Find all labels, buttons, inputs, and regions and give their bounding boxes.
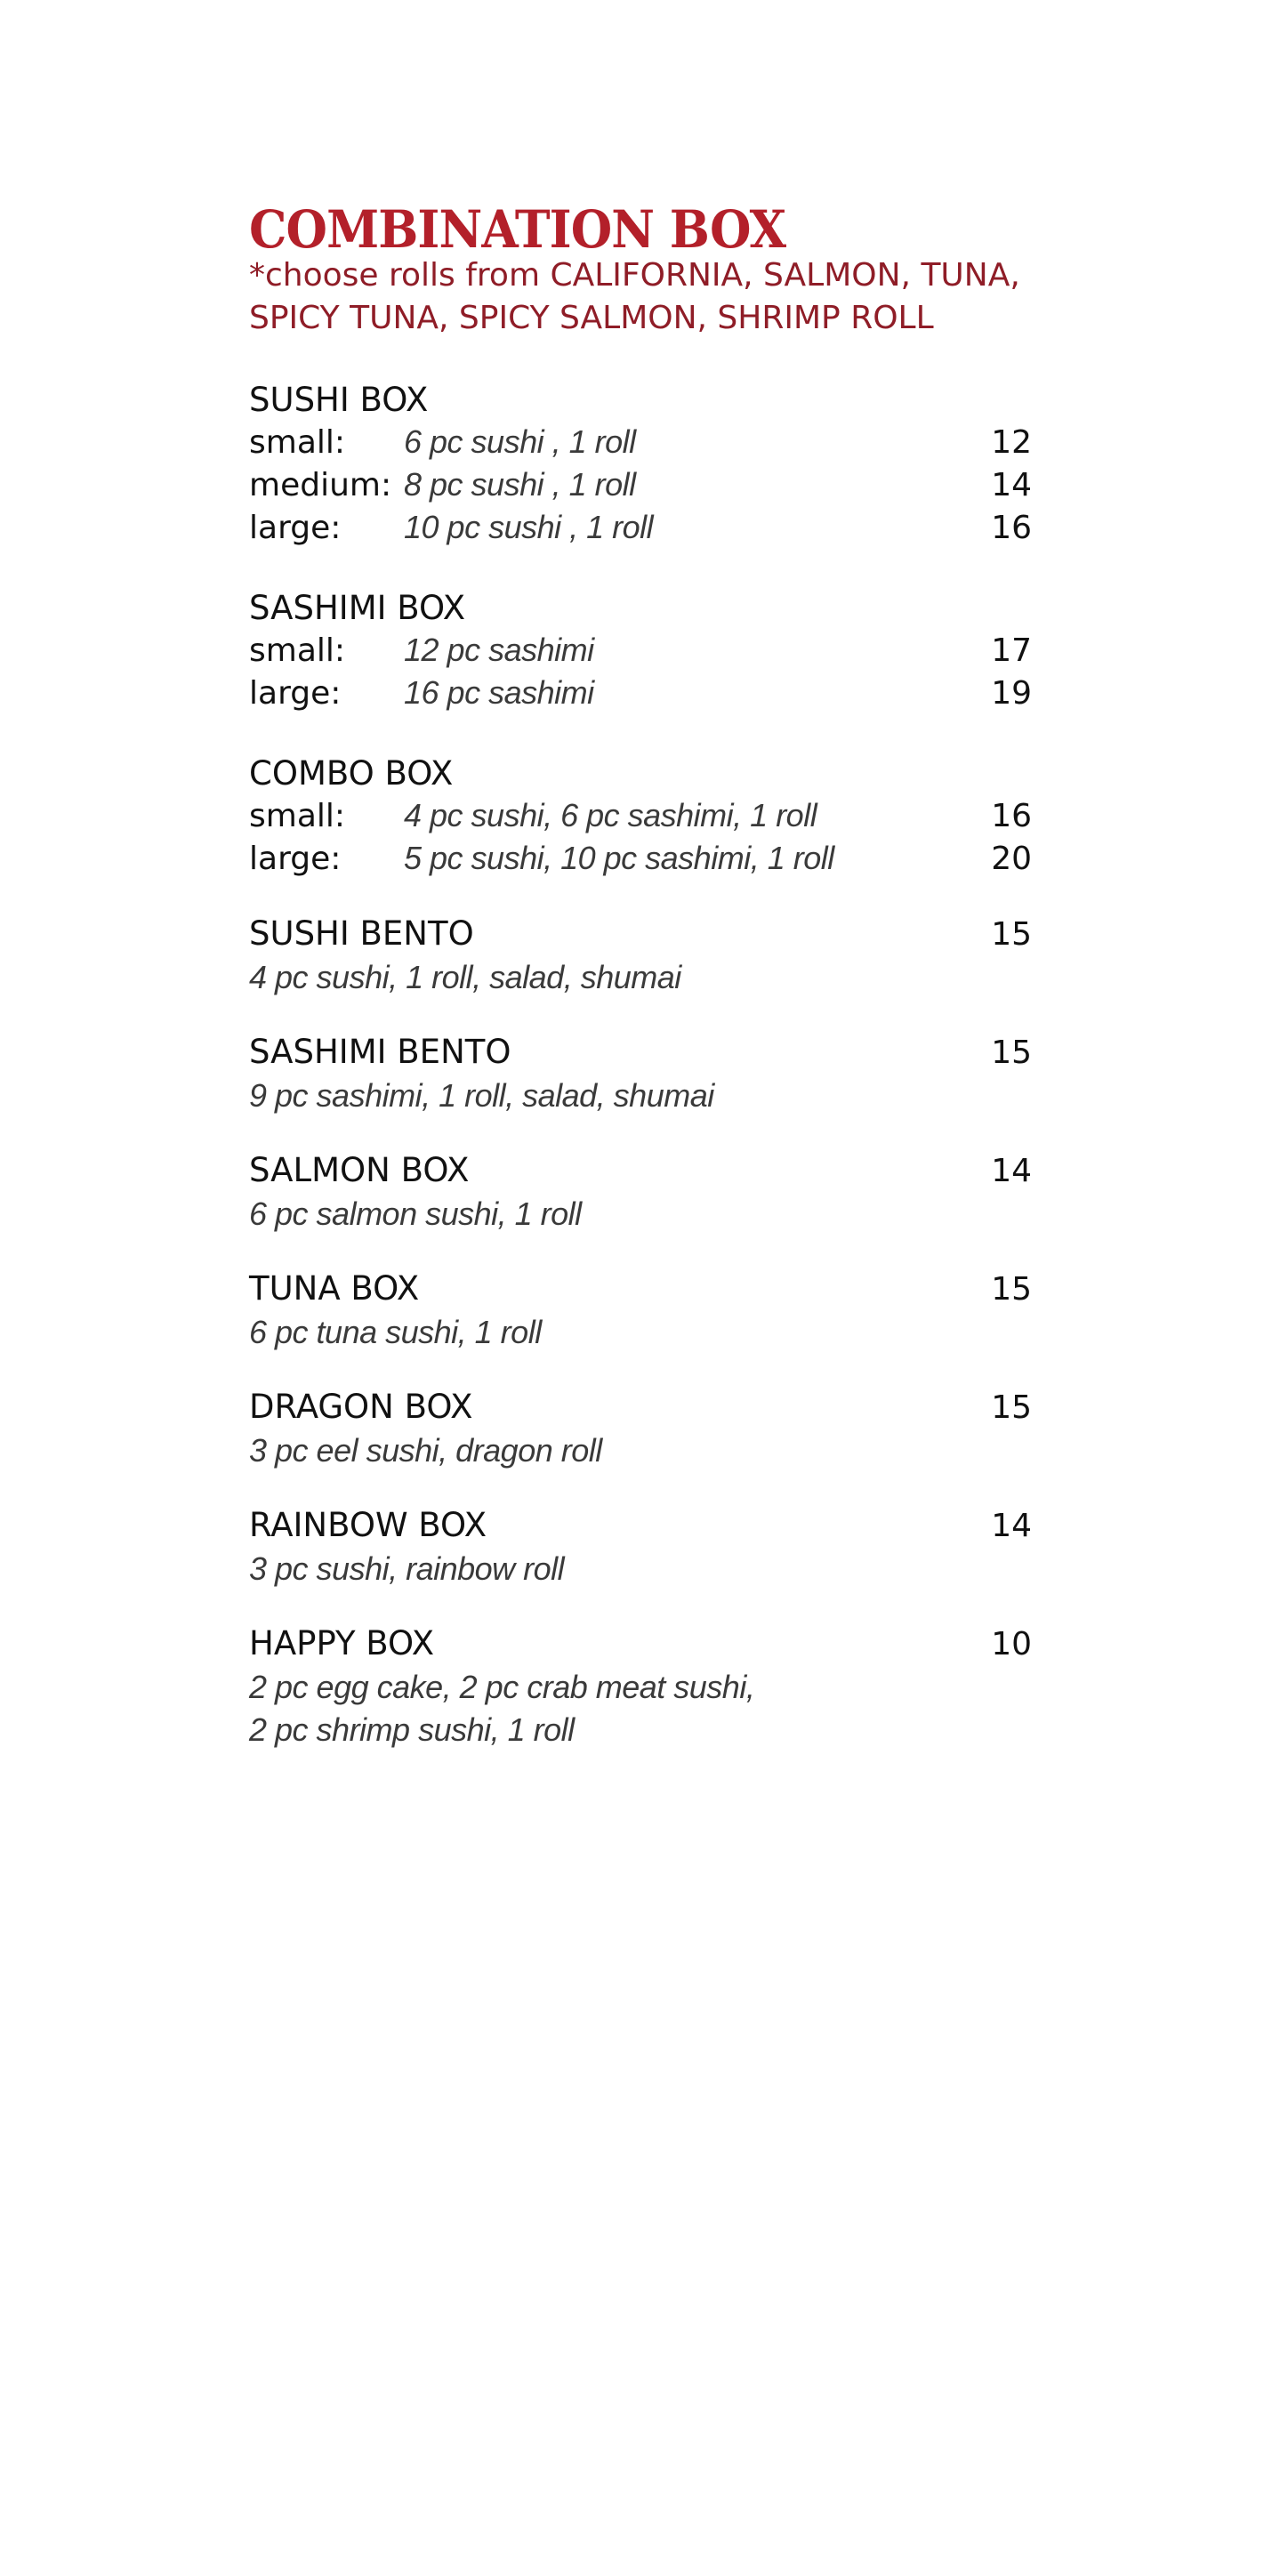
menu-title: COMBINATION BOX xyxy=(249,199,786,260)
section-name: SUSHI BOX xyxy=(249,381,429,419)
option-price: 12 xyxy=(991,424,1032,461)
option-description: 10 pc sushi , 1 roll xyxy=(404,509,654,545)
option-row xyxy=(249,838,1032,881)
option-price: 20 xyxy=(991,841,1032,877)
menu-subtitle xyxy=(249,254,1032,340)
sushi-bento-section xyxy=(249,913,1032,999)
section-price: 15 xyxy=(991,1271,1032,1308)
option-size: large: xyxy=(249,841,342,877)
option-size: small: xyxy=(249,424,346,461)
section-description: 6 pc salmon sushi, 1 roll xyxy=(249,1195,582,1232)
section-name: COMBO BOX xyxy=(249,754,454,793)
section-price: 15 xyxy=(991,1034,1032,1071)
section-name: SALMON BOX xyxy=(249,1151,470,1189)
option-size: small: xyxy=(249,798,346,834)
dragon-box-section xyxy=(249,1386,1032,1472)
section-description: 9 pc sashimi, 1 roll, salad, shumai xyxy=(249,1077,714,1114)
sashimi-box-section xyxy=(249,587,1032,715)
section-name: TUNA BOX xyxy=(249,1269,420,1308)
option-description: 8 pc sushi , 1 roll xyxy=(404,466,636,503)
subtitle-line-1: *choose rolls from CALIFORNIA, SALMON, TUNA, xyxy=(249,257,1020,294)
option-size: small: xyxy=(249,632,346,669)
option-description: 12 pc sashimi xyxy=(404,632,594,668)
section-price: 15 xyxy=(991,916,1032,953)
option-price: 17 xyxy=(991,632,1032,669)
option-row xyxy=(249,507,1032,550)
section-name: SUSHI BENTO xyxy=(249,914,474,953)
option-price: 19 xyxy=(991,675,1032,712)
section-price: 15 xyxy=(991,1389,1032,1426)
sushi-box-section xyxy=(249,379,1032,550)
section-price: 14 xyxy=(991,1153,1032,1189)
rainbow-box-section xyxy=(249,1504,1032,1590)
option-row xyxy=(249,672,1032,715)
section-price: 10 xyxy=(991,1626,1032,1662)
option-size: large: xyxy=(249,675,342,712)
happy-box-section xyxy=(249,1622,1032,1751)
subtitle-line-2: SPICY TUNA, SPICY SALMON, SHRIMP ROLL xyxy=(249,300,934,336)
section-price: 14 xyxy=(991,1508,1032,1544)
combination-box-menu xyxy=(249,201,1032,1751)
option-size: medium: xyxy=(249,467,392,503)
option-size: large: xyxy=(249,510,342,546)
section-name: SASHIMI BOX xyxy=(249,589,466,627)
section-name: DRAGON BOX xyxy=(249,1388,473,1426)
option-description: 16 pc sashimi xyxy=(404,674,594,711)
salmon-box-section xyxy=(249,1149,1032,1236)
option-description: 4 pc sushi, 6 pc sashimi, 1 roll xyxy=(404,797,817,833)
section-description: 3 pc sushi, rainbow roll xyxy=(249,1550,565,1587)
section-name: RAINBOW BOX xyxy=(249,1506,487,1544)
option-description: 6 pc sushi , 1 roll xyxy=(404,423,636,460)
option-price: 16 xyxy=(991,510,1032,546)
combo-box-section xyxy=(249,753,1032,881)
section-description: 4 pc sushi, 1 roll, salad, shumai xyxy=(249,959,681,995)
option-price: 16 xyxy=(991,798,1032,834)
sashimi-bento-section xyxy=(249,1031,1032,1117)
option-row xyxy=(249,464,1032,507)
section-description: 2 pc shrimp sushi, 1 roll xyxy=(249,1711,575,1748)
section-description: 6 pc tuna sushi, 1 roll xyxy=(249,1314,542,1350)
section-name: SASHIMI BENTO xyxy=(249,1033,511,1071)
option-description: 5 pc sushi, 10 pc sashimi, 1 roll xyxy=(404,840,834,876)
section-description: 2 pc egg cake, 2 pc crab meat sushi, xyxy=(249,1669,755,1705)
section-description: 3 pc eel sushi, dragon roll xyxy=(249,1432,602,1469)
option-row xyxy=(249,630,1032,672)
option-price: 14 xyxy=(991,467,1032,503)
section-name: HAPPY BOX xyxy=(249,1624,435,1662)
option-row xyxy=(249,795,1032,838)
option-row xyxy=(249,422,1032,464)
tuna-box-section xyxy=(249,1268,1032,1354)
